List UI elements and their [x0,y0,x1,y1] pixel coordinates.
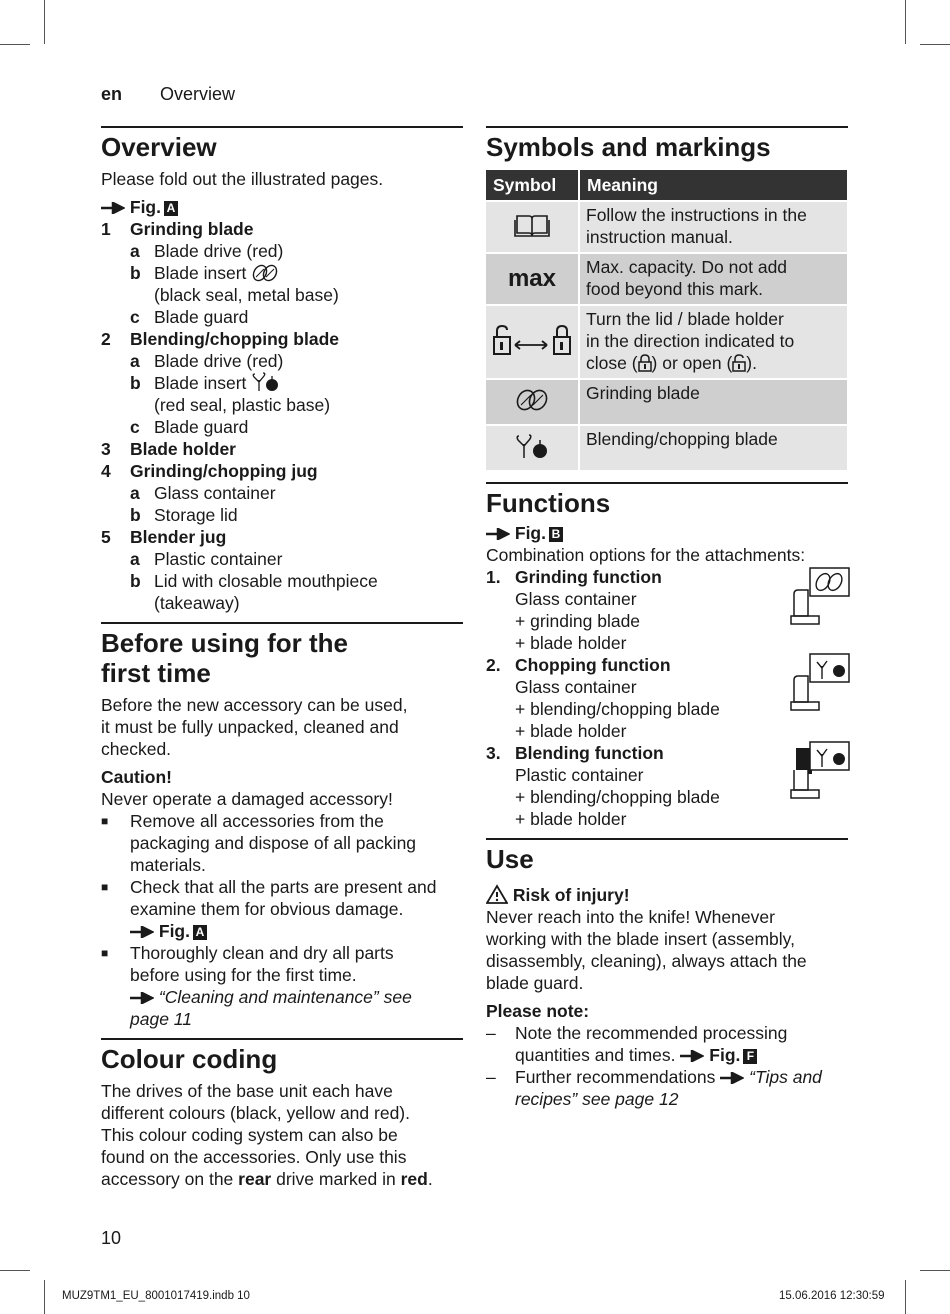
chopping-blade-icon [514,432,550,460]
right-column [486,126,848,1110]
overview-item-5: Blender jug [130,527,227,547]
fig-letter-badge: F [743,1049,757,1064]
table-row: Blending/chopping blade [486,425,848,470]
before-title-line2: first time [101,658,211,688]
list-item: 2. Chopping function Glass container + blending/chopping blade + blade holder [486,655,720,741]
chopping-blade-icon [251,372,281,392]
table-row: Turn the lid / blade holder in the direction indicated to close ( ) or open ( ). [486,305,848,379]
symbols-title: Symbols and markings [486,132,771,162]
header-section: Overview [160,84,236,104]
manual-book-icon [514,212,550,238]
overview-section: Overview Please fold out the illustrated pages. Fig. A 1 Grinding blade a Blade drive (red) b Blade insert (black seal, metal base) c Blade guard 2 Blending/chopping blade a Blade drive (red) b Blade insert (red seal, plastic base) c Blade guard 3 Blade holder 4 Grinding/chopping jug a Glass container b Storage lid 5 Blender jug a Plastic container b Lid with closable mouthpiece (takeaway) [101,128,463,614]
colour-coding-section: Colour coding The drives of the base unit each have different colours (black, yellow and red). This colour coding system can also be found on the accessories. Only use this accessory on the rear drive marked in red. [101,1040,463,1190]
arrow-right-icon [130,926,154,938]
table-row: max Max. capacity. Do not add food beyond this mark. [486,253,848,305]
before-first-use-section: Before using for the first time Before the new accessory can be used, it must be fully unpacked, cleaned and checked. Caution! Never operate a damaged accessory! ■ Remove all accessories from the packaging and dispose of all packing materials. ■ Check that all the parts are present and examine them for obvious damage. Fig. A ■ Thoroughly clean and dry all parts before using for the first time. “Cleaning and maintenance” see page 11 [101,624,463,1030]
glass-jug-chopping-icon [788,652,850,712]
colour-title: Colour coding [101,1044,278,1074]
table-row: Follow the instructions in the instruction manual. [486,201,848,253]
header-language: en [101,84,123,104]
grinding-blade-icon [514,388,550,412]
overview-item-1: Grinding blade [130,219,254,239]
page-number: 10 [101,1228,122,1248]
bullet-icon: ■ [101,814,109,828]
col-header-symbol: Symbol [486,170,579,201]
fig-letter-badge: B [549,527,563,542]
arrow-right-icon [101,202,125,214]
warning-triangle-icon [486,884,508,904]
overview-item-4: Grinding/chopping jug [130,461,318,481]
grinding-blade-icon [251,264,279,282]
list-item: 1. Grinding function Glass container + grinding blade + blade holder [486,567,662,653]
caution-heading: Caution! [101,767,172,787]
arrow-right-icon [680,1050,704,1062]
use-title: Use [486,844,534,874]
bullet-icon: ■ [101,946,109,960]
overview-item-2: Blending/chopping blade [130,329,340,349]
before-title-line1: Before using for the [101,628,349,658]
functions-title: Functions [486,488,611,518]
table-row: Grinding blade [486,379,848,425]
arrow-right-icon [486,528,510,540]
left-column [101,126,463,1190]
functions-section: Functions Fig. B Combination options for the attachments: 1. Grinding function Glass container + grinding blade + blade holder 2. Chopping function Glass container + blending/chopping blade + blade holder 3. Blending function Plastic container + blending/chopping blade + blade holder [486,484,848,830]
col-header-meaning: Meaning [579,170,848,201]
max-mark: max [507,264,557,292]
use-section: Use Risk of injury! Never reach into the knife! Whenever working with the blade insert (assembly, disassembly, cleaning), always attach the blade guard. Please note: – Note the recommended processing quantities and times. Fig. F – Further recommendations “Tips and recipes” see page 12 [486,840,848,1110]
plastic-jug-blending-icon [788,740,850,800]
overview-fig-ref: Fig. A [101,196,463,218]
cross-reference-link[interactable]: “Tips and [749,1067,822,1087]
cross-reference-link[interactable]: “Cleaning and maintenance” see [158,987,412,1007]
footer-file: MUZ9TM1_EU_8001017419.indb 10 [62,1290,250,1302]
footer-timestamp: 15.06.2016 12:30:59 [779,1290,885,1302]
lock-open-icon [732,354,746,372]
arrow-right-icon [720,1072,744,1084]
arrow-right-icon [130,992,154,1004]
note-heading: Please note: [486,1001,590,1021]
overview-item-3: Blade holder [130,439,236,459]
lock-unlock-arrow-icon [489,323,575,357]
list-item: 3. Blending function Plastic container + blending/chopping blade + blade holder [486,743,720,829]
overview-intro: Please fold out the illustrated pages. [101,169,384,189]
warning-heading: Risk of injury! [512,885,630,905]
lock-closed-icon [638,354,652,372]
symbols-table [486,170,849,470]
glass-jug-grinding-icon [788,566,850,626]
symbols-section [486,128,848,470]
overview-title: Overview [101,132,217,162]
bullet-icon: ■ [101,880,109,894]
fig-letter-badge: A [193,925,207,940]
fig-letter-badge: A [164,201,178,216]
